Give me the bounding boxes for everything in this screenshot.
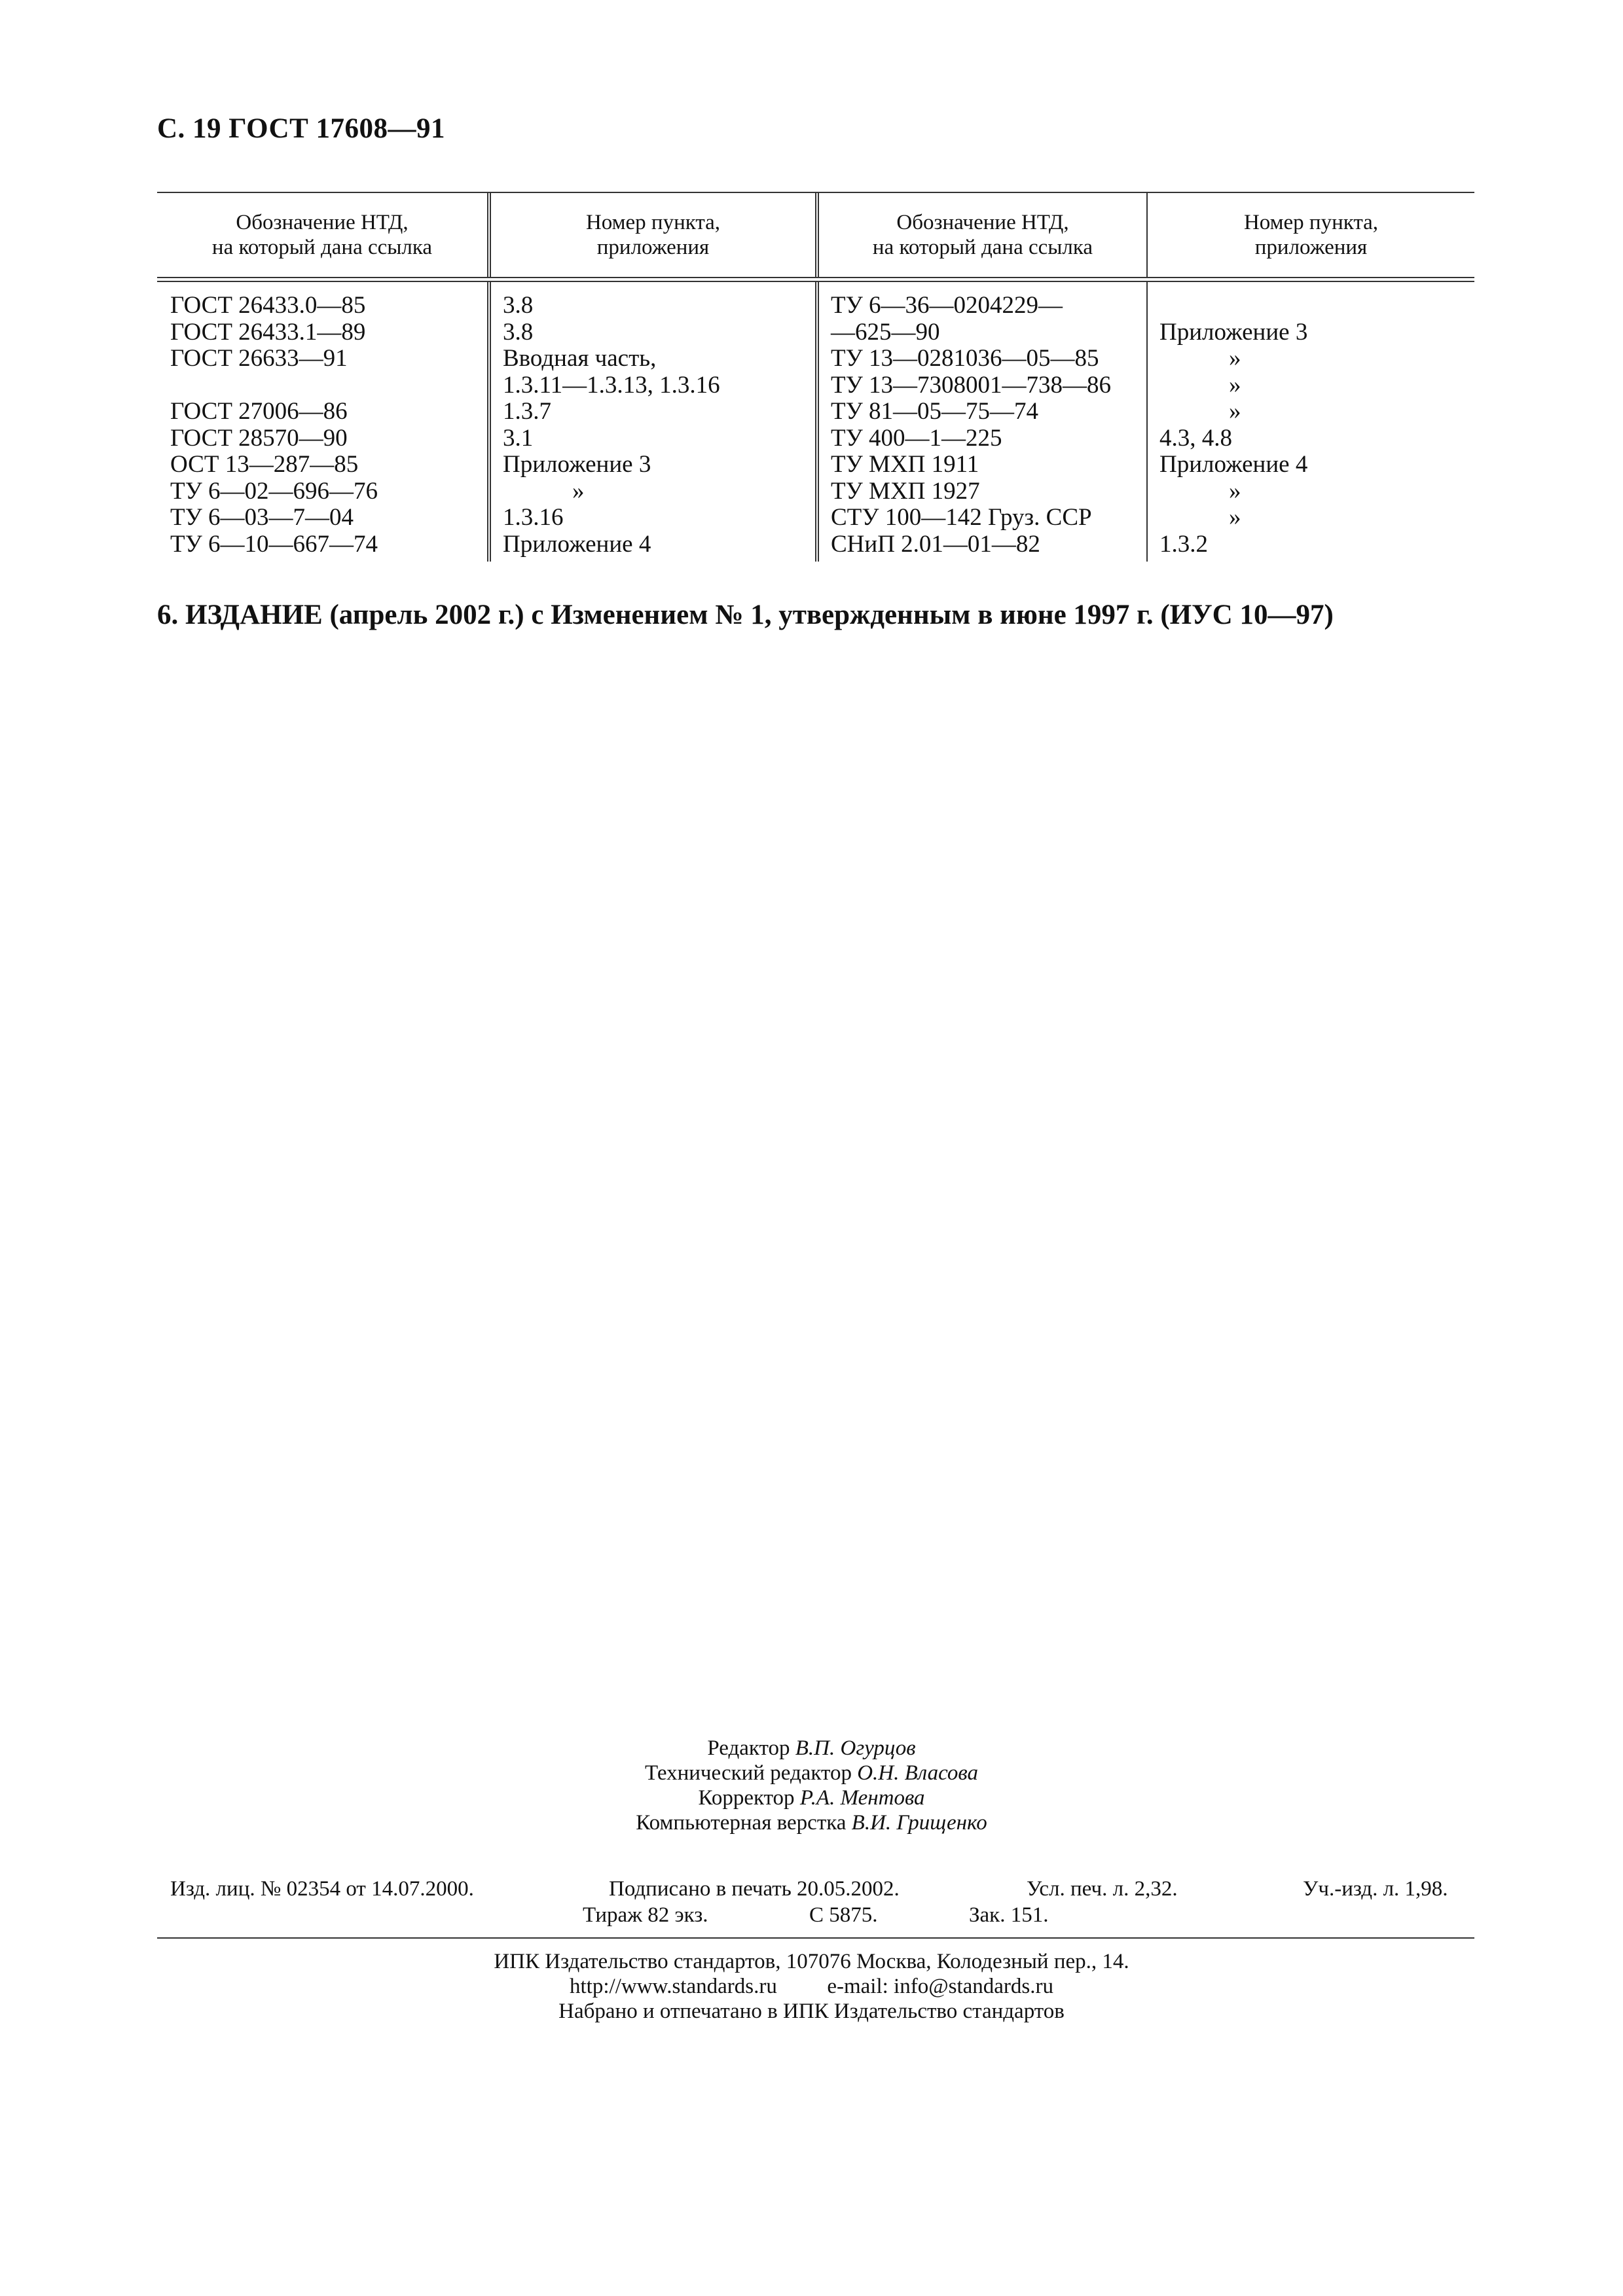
table-cell: » [1229, 504, 1241, 531]
table-cell: Вводная часть, [503, 345, 657, 372]
printed-by: Набрано и отпечатано в ИПК Издательство стандартов [558, 2000, 1065, 2023]
table-cell: ГОСТ 26633—91 [170, 345, 348, 372]
table-cell: 3.8 [503, 292, 534, 319]
table-cell: 4.3, 4.8 [1159, 424, 1232, 452]
table-cell: » [1229, 477, 1241, 505]
table-cell: Приложение 3 [503, 451, 651, 478]
table-cell [1148, 293, 1474, 319]
page-title: С. 19 ГОСТ 17608—91 [157, 113, 446, 144]
column-document-b [815, 282, 1146, 562]
header-text: на который дана ссылка [872, 236, 1093, 259]
corrector-role: Корректор [698, 1786, 795, 1810]
table-cell: ТУ 81—05—75—74 [831, 398, 1039, 425]
tech-editor-name: О.Н. Власова [857, 1761, 979, 1785]
table-cell: ТУ 6—10—667—74 [170, 530, 378, 558]
header-cell [1146, 193, 1474, 277]
header-text: Номер пункта, [1243, 211, 1379, 234]
table-cell: Приложение 3 [1159, 318, 1308, 346]
table-cell: 1.3.16 [503, 504, 564, 531]
table-header-row [157, 192, 1474, 277]
header-text: на который дана ссылка [211, 236, 433, 259]
signed-date: Подписано в печать 20.05.2002. [609, 1877, 900, 1901]
header-cell [157, 193, 487, 277]
corrector-credit [0, 1785, 1623, 1810]
layout-credit [0, 1810, 1623, 1835]
table-cell: ТУ МХП 1927 [831, 477, 980, 505]
header-text: приложения [1254, 236, 1368, 259]
table-cell: 1.3.7 [503, 398, 551, 425]
reference-table [157, 192, 1474, 562]
editor-role: Редактор [707, 1736, 790, 1760]
footer-divider [157, 1937, 1474, 1939]
publisher-address: ИПК Издательство стандартов, 107076 Москва, Колодезный пер., 14. [494, 1950, 1129, 1973]
table-cell: ГОСТ 27006—86 [170, 398, 348, 425]
table-cell: 3.8 [503, 318, 534, 346]
table-cell [157, 372, 487, 399]
header-text: приложения [596, 236, 710, 259]
license-info: Изд. лиц. № 02354 от 14.07.2000. [170, 1877, 474, 1901]
table-cell: ГОСТ 26433.0—85 [170, 292, 366, 319]
edition-note: 6. ИЗДАНИЕ (апрель 2002 г.) с Изменением № 1, утвержденным в июне 1997 г. (ИУС 10—97) [157, 600, 1334, 630]
tech-editor-credit [0, 1761, 1623, 1785]
header-cell [487, 193, 815, 277]
header-text: Обозначение НТД, [896, 211, 1069, 234]
table-cell: » [1229, 398, 1241, 425]
header-divider [157, 277, 1474, 282]
table-cell: ГОСТ 26433.1—89 [170, 318, 366, 346]
table-cell: ТУ 400—1—225 [831, 424, 1002, 452]
table-cell: 1.3.11—1.3.13, 1.3.16 [503, 371, 720, 399]
table-cell: » [1229, 371, 1241, 399]
table-cell: » [1229, 345, 1241, 372]
table-cell: ГОСТ 28570—90 [170, 424, 348, 452]
table-cell: ТУ 6—03—7—04 [170, 504, 354, 531]
header-text: Номер пункта, [585, 211, 721, 234]
column-document-a [157, 282, 487, 562]
order-number: Зак. 151. [969, 1903, 1049, 1927]
editor-credit [0, 1736, 1623, 1761]
table-cell: СНиП 2.01—01—82 [831, 530, 1040, 558]
header-cell [815, 193, 1146, 277]
publisher-block [0, 1949, 1623, 2024]
table-body [157, 282, 1474, 562]
column-clause-a [487, 282, 815, 562]
table-cell: » [572, 477, 585, 505]
table-cell: Приложение 4 [1159, 451, 1308, 478]
website-link[interactable]: http://www.standards.ru [570, 1975, 777, 1998]
table-cell: ОСТ 13—287—85 [170, 451, 359, 478]
table-cell: ТУ МХП 1911 [831, 451, 979, 478]
table-cell: СТУ 100—142 Груз. ССР [831, 504, 1092, 531]
column-clause-b [1146, 282, 1474, 562]
c-code: С 5875. [809, 1903, 878, 1927]
layout-name: В.И. Грищенко [851, 1811, 987, 1835]
table-cell: ТУ 13—0281036—05—85 [831, 345, 1099, 372]
tech-editor-role: Технический редактор [644, 1761, 852, 1785]
table-cell: —625—90 [831, 318, 940, 346]
table-cell: ТУ 6—02—696—76 [170, 477, 378, 505]
print-run: Тираж 82 экз. [583, 1903, 708, 1927]
email-link[interactable]: e-mail: info@standards.ru [827, 1975, 1053, 1998]
table-cell: 1.3.2 [1159, 530, 1208, 558]
editor-name: В.П. Огурцов [795, 1736, 916, 1760]
credits-block [0, 1736, 1623, 1835]
table-cell: ТУ 6—36—0204229— [831, 292, 1063, 319]
table-cell: 3.1 [503, 424, 534, 452]
layout-role: Компьютерная верстка [636, 1811, 847, 1835]
publisher-contacts [0, 1974, 1623, 1999]
print-sheets: Усл. печ. л. 2,32. [1027, 1877, 1178, 1901]
table-cell: Приложение 4 [503, 530, 651, 558]
table-cell: ТУ 13—7308001—738—86 [831, 371, 1112, 399]
header-text: Обозначение НТД, [236, 211, 409, 234]
publisher-sheets: Уч.-изд. л. 1,98. [1303, 1877, 1448, 1901]
corrector-name: Р.А. Ментова [799, 1786, 925, 1810]
